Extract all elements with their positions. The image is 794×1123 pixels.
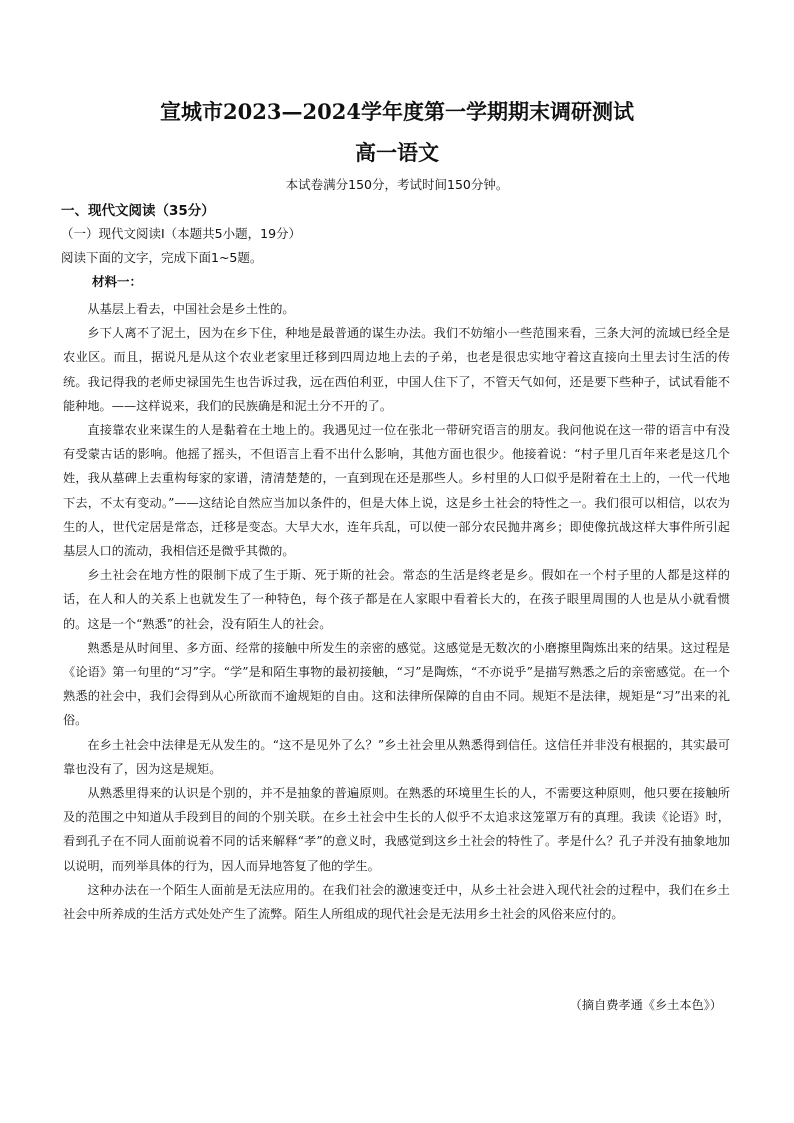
material-label: 材料一： <box>92 274 143 289</box>
paragraph: 在乡土社会中法律是无从发生的。“这不是见外了么？”乡土社会里从熟悉得到信任。这信任并非没有根据的，其实最可靠也没有了，因为这是规矩。 <box>63 737 730 776</box>
sub-heading: （一）现代文阅读Ⅰ（本题共5小题，19分） <box>61 226 302 241</box>
subject-title: 高一语文 <box>355 140 439 165</box>
paragraph: 这种办法在一个陌生人面前是无法应用的。在我们社会的激速变迁中，从乡土社会进入现代社会的过程中，我们在乡土社会中所养成的生活方式处处产生了流弊。陌生人所组成的现代社会是无法用乡土社会的风俗来应付的。 <box>63 882 730 922</box>
paragraph: 乡下人离不了泥土，因为在乡下住，种地是最普通的谋生办法。我们不妨缩小一些范围来看，三条大河的流域已经全是农业区。而且，据说凡是从这个农业老家里迁移到四周边地上去的子弟，也老是很忠实地守着这直接向土里去讨生活的传统。我记得我的老师史禄国先生也告诉过我，远在西伯利亚，中国人住下了，不管天气如何，还是要下些种子，试试看能不能种地。——这样说来，我们的民族确是和泥土分不开的了。 <box>63 326 730 413</box>
paragraph: 从熟悉里得来的认识是个别的，并不是抽象的普遍原则。在熟悉的环境里生长的人，不需要这种原则，他只要在接触所及的范围之中知道从手段到目的间的个别关联。在乡土社会中生长的人似乎不太追求这笼罩万有的真理。我读《论语》时，看到孔子在不同人面前说着不同的话来解释“孝”的意义时，我感觉到这乡土社会的特性了。孝是什么？孔子并没有抽象地加以说明，而列举具体的行为，因人而异地答复了他的学生。 <box>63 786 730 873</box>
exam-title: 宣城市2023—2024学年度第一学期期末调研测试 <box>160 99 634 124</box>
section-heading: 一、现代文阅读（35分） <box>61 203 215 219</box>
exam-note: 本试卷满分150分，考试时间150分钟。 <box>285 177 509 192</box>
paragraph: 直接靠农业来谋生的人是黏着在土地上的。我遇见过一位在张北一带研究语言的朋友。我问他说在这一带的语言中有没有受蒙古话的影响。他摇了摇头，不但语言上看不出什么影响，其他方面也很少。他接着说：“村子里几百年来老是这几个姓，我从墓碑上去重构每家的家谱，清清楚楚的，一直到现在还是那些人。乡村里的人口似乎是附着在土上的，一代一代地下去，不太有变动。”——这结论自然应当加以条件的，但是大体上说，这是乡土社会的特性之一。我们很可以相信，以农为生的人，世代定居是常态，迁移是变态。大旱大水，连年兵乱，可以使一部分农民抛井离乡；即使像抗战这样大事件所引起基层人口的流动，我相信还是微乎其微的。 <box>63 423 730 559</box>
paragraph: 乡土社会在地方性的限制下成了生于斯、死于斯的社会。常态的生活是终老是乡。假如在一个村子里的人都是这样的话，在人和人的关系上也就发生了一种特色，每个孩子都是在人家眼中看着长大的，在孩子眼里周围的人也是从小就看惯的。这是一个“熟悉”的社会，没有陌生人的社会。 <box>63 568 730 631</box>
source-citation: （摘自费孝通《乡土本色》） <box>569 998 722 1012</box>
paragraph: 从基层上看去，中国社会是乡土性的。 <box>87 302 295 316</box>
paragraph: 熟悉是从时间里、多方面、经常的接触中所发生的亲密的感觉。这感觉是无数次的小磨擦里陶炼出来的结果。这过程是《论语》第一句里的“习”字。“学”是和陌生事物的最初接触，“习”是陶炼，“不亦说乎”是描写熟悉之后的亲密感觉。在一个熟悉的社会中，我们会得到从心所欲而不逾规矩的自由。这和法律所保障的自由不同。规矩不是法律，规矩是“习”出来的礼俗。 <box>63 640 730 728</box>
instruction: 阅读下面的文字，完成下面1~5题。 <box>61 250 263 265</box>
passage-body <box>63 297 730 926</box>
